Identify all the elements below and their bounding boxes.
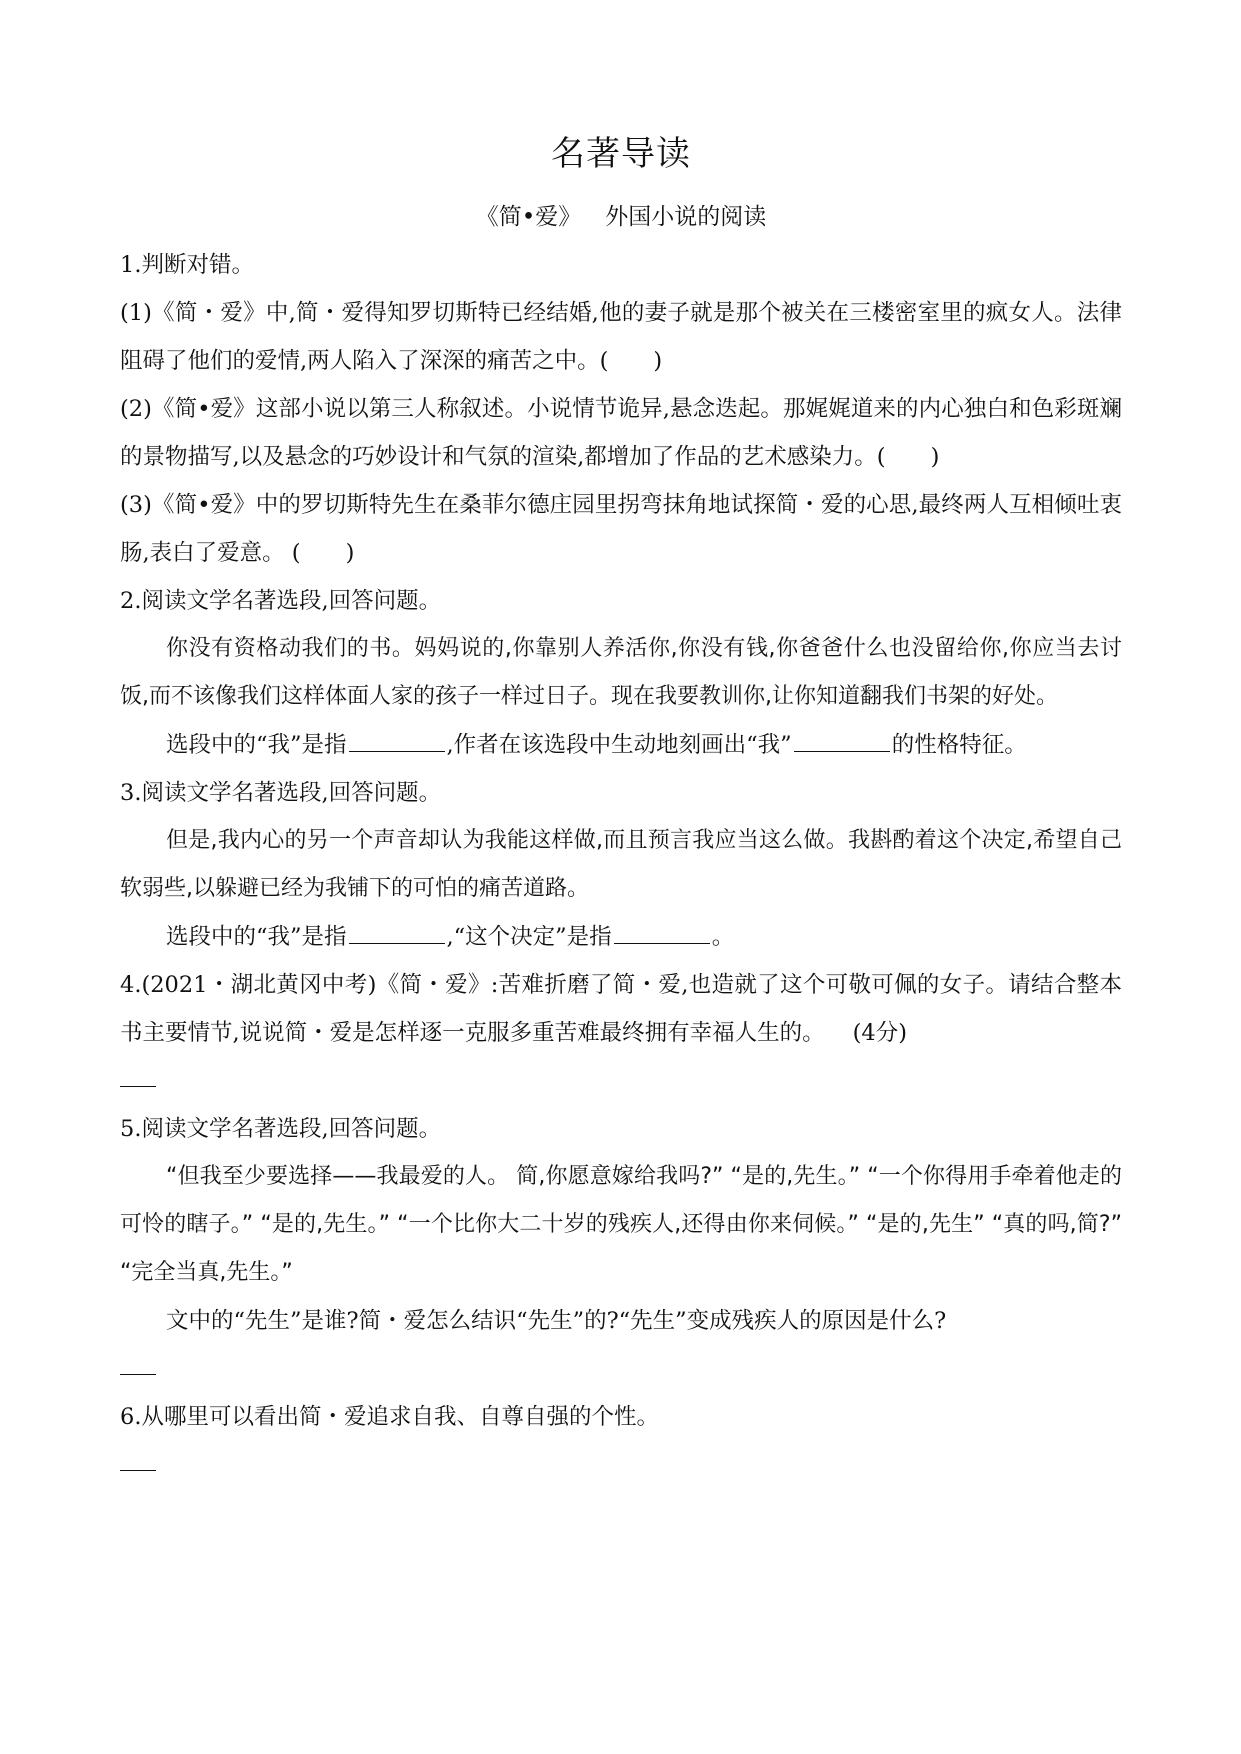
question-2-prompt <box>120 721 1122 769</box>
question-2-prompt-b: ,作者在该选段中生动地刻画出“我” <box>446 732 792 758</box>
page-title: 名著导读 <box>551 134 691 174</box>
question-5-passage: “但我至少要选择——我最爱的人。 简,你愿意嫁给我吗?” “是的,先生。” “一个你得用手牵着他走的可怜的瞎子。” “是的,先生。” “一个比你大二十岁的残疾人,还得由你来伺候。” “是的,先生” “真的吗,简?” “完全当真,先生。” <box>120 1164 1122 1285</box>
question-2-prompt-a: 选段中的“我”是指 <box>166 732 347 758</box>
question-4-text <box>120 961 1122 1057</box>
question-4-score: (4分) <box>852 1020 908 1046</box>
question-5-prompt: 文中的“先生”是谁?简・爱怎么结识“先生”的?“先生”变成残疾人的原因是什么? <box>166 1308 947 1334</box>
question-4-answer-line <box>120 1085 156 1087</box>
question-3-prompt-c: 。 <box>711 924 735 950</box>
question-2-blank-1[interactable] <box>349 729 445 752</box>
question-3-passage: 但是,我内心的另一个声音却认为我能这样做,而且预言我应当这么做。我斟酌着这个决定,希望自己软弱些,以躲避已经为我铺下的可怕的痛苦道路。 <box>120 828 1122 901</box>
question-4-answer-area[interactable] <box>120 1057 1122 1105</box>
question-2-prompt-c: 的性格特征。 <box>891 732 1027 758</box>
worksheet-content <box>120 125 1122 1489</box>
question-6-heading: 6.从哪里可以看出简・爱追求自我、自尊自强的个性。 <box>120 1404 659 1430</box>
question-2-heading: 2.阅读文学名著选段,回答问题。 <box>120 588 442 614</box>
question-6-answer-line <box>120 1469 156 1471</box>
question-3-prompt-b: ,“这个决定”是指 <box>446 924 612 950</box>
question-5-answer-line <box>120 1373 156 1375</box>
question-4-body: 4.(2021・湖北黄冈中考)《简・爱》:苦难折磨了简・爱,也造就了这个可敬可佩的女子。请结合整本书主要情节,说说简・爱是怎样逐一克服多重苦难最终拥有幸福人生的。 <box>120 972 1122 1046</box>
question-3-heading: 3.阅读文学名著选段,回答问题。 <box>120 780 442 806</box>
question-3-prompt-a: 选段中的“我”是指 <box>166 924 347 950</box>
page-subtitle <box>120 195 1122 241</box>
subtitle-topic: 外国小说的阅读 <box>605 204 767 230</box>
question-2-blank-2[interactable] <box>794 729 890 752</box>
subtitle-book: 《简•爱》 <box>475 204 582 230</box>
question-5-heading: 5.阅读文学名著选段,回答问题。 <box>120 1116 442 1142</box>
question-1-item-3: (3)《简•爱》中的罗切斯特先生在桑菲尔德庄园里拐弯抹角地试探简・爱的心思,最终两人互相倾吐衷肠,表白了爱意。 ( ) <box>120 492 1122 566</box>
question-1-item-2: (2)《简•爱》这部小说以第三人称叙述。小说情节诡异,悬念迭起。那娓娓道来的内心独白和色彩斑斓的景物描写,以及悬念的巧妙设计和气氛的渲染,都增加了作品的艺术感染力。( ) <box>120 396 1122 470</box>
question-1-item-1: (1)《简・爱》中,简・爱得知罗切斯特已经结婚,他的妻子就是那个被关在三楼密室里的疯女人。法律阻碍了他们的爱情,两人陷入了深深的痛苦之中。( ) <box>120 300 1122 374</box>
question-6-answer-area[interactable] <box>120 1441 1122 1489</box>
question-3-prompt <box>120 913 1122 961</box>
question-3-blank-2[interactable] <box>614 921 710 944</box>
question-3-blank-1[interactable] <box>349 921 445 944</box>
question-1-heading: 1.判断对错。 <box>120 252 254 278</box>
question-5-answer-area[interactable] <box>120 1345 1122 1393</box>
question-2-passage: 你没有资格动我们的书。妈妈说的,你靠别人养活你,你没有钱,你爸爸什么也没留给你,你应当去讨饭,而不该像我们这样体面人家的孩子一样过日子。现在我要教训你,让你知道翻我们书架的好处。 <box>120 636 1122 709</box>
